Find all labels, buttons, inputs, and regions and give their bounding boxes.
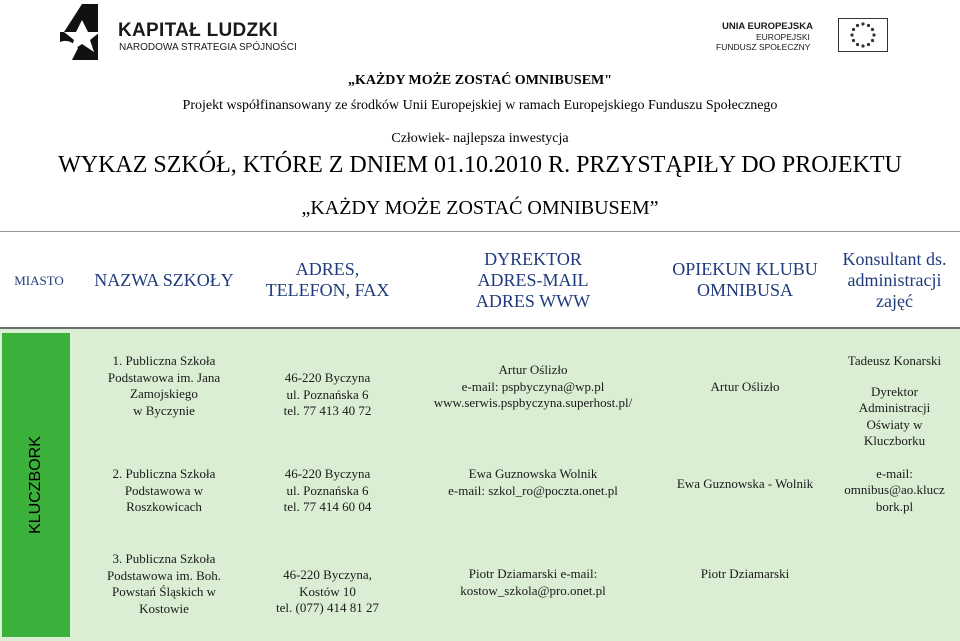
text-line: Powstań Śląskich w (112, 584, 216, 599)
eu-line-2: EUROPEJSKI (756, 32, 810, 42)
consultant-name: Tadeusz Konarski (847, 353, 942, 368)
text-line: tel. 77 414 60 04 (283, 499, 372, 514)
text-line: 46-220 Byczyna, (283, 567, 372, 582)
row3-school (78, 551, 250, 617)
row3-director (405, 566, 661, 599)
text-line: OMNIBUSA (696, 280, 793, 300)
text-line: ADRES, (295, 259, 360, 279)
text-line: Artur Oślizło (498, 362, 568, 377)
text-line: 1. Publiczna Szkoła (112, 353, 216, 368)
row3-caretaker (661, 566, 829, 583)
kapital-ludzki-title: KAPITAŁ LUDZKI (118, 20, 279, 41)
eu-line-3: FUNDUSZ SPOŁECZNY (716, 42, 811, 52)
col-header-lines (94, 270, 234, 291)
row2-director (405, 466, 661, 499)
row2-caretaker (661, 476, 829, 493)
text-line: e-mail: szkol_ro@poczta.onet.pl (448, 482, 618, 498)
text-line: www.serwis.pspbyczyna.superhost.pl/ (433, 395, 633, 410)
cofinancing-note: Projekt współfinansowany ze środków Unii Europejskiej w ramach Europejskiego Funduszu Społecznego (182, 98, 778, 113)
text-line: Podstawowa im. Boh. (106, 567, 222, 583)
text-line: Ewa Guznowska Wolnik (468, 466, 598, 481)
text-line: 46-220 Byczyna (284, 466, 371, 481)
consultant-cell (829, 353, 960, 515)
row1-address (250, 370, 405, 420)
text-line: Zamojskiego (130, 386, 198, 401)
col-header-lines (476, 249, 590, 312)
text-line: tel. (077) 414 81 27 (276, 600, 379, 615)
text-line: 3. Publiczna Szkoła (112, 551, 216, 566)
project-title: „KAŻDY MOŻE ZOSTAĆ OMNIBUSEM" (347, 73, 613, 88)
kapital-ludzki-logo (52, 2, 312, 66)
text-line: omnibus@ao.klucz (844, 482, 945, 497)
col-header-miasto (0, 232, 78, 328)
text-line: Kostów 10 (299, 583, 356, 599)
text-line: Piotr Dziamarski e-mail: (468, 566, 598, 581)
table-header (0, 231, 960, 328)
col-header-lines (672, 259, 818, 301)
project-name: „KAŻDY MOŻE ZOSTAĆ OMNIBUSEM” (301, 197, 659, 219)
text-line: e-mail: (876, 465, 913, 481)
text-line: Podstawowa w (124, 482, 204, 498)
eu-logo (716, 12, 916, 60)
city-label: KLUCZBORK (27, 436, 45, 534)
row2-school (78, 466, 250, 516)
text-line: Kluczborku (863, 433, 926, 448)
city-cell (2, 333, 70, 637)
table-body (0, 327, 960, 641)
kapital-ludzki-emblem-icon (52, 2, 102, 62)
text-line: Ewa Guznowska - Wolnik (676, 476, 814, 491)
text-line: 46-220 Byczyna (284, 370, 371, 385)
col-header-konsultant (829, 232, 960, 328)
col-header-dyrektor (405, 232, 661, 328)
text-line: 2. Publiczna Szkoła (112, 466, 216, 481)
text-line: Podstawowa im. Jana (107, 369, 221, 385)
col-header-lines (842, 249, 946, 312)
col-header-nazwa (78, 232, 250, 328)
text-line: Piotr Dziamarski (700, 566, 790, 581)
text-line: Oświaty w (866, 416, 923, 432)
text-line: Kostowie (139, 600, 189, 616)
list-title: WYKAZ SZKÓŁ, KTÓRE Z DNIEM 01.10.2010 R. PRZYSTĄPIŁY DO PROJEKTU (58, 152, 902, 178)
row1-director (405, 362, 661, 412)
text-line: zajęć (876, 290, 913, 311)
col-header-adres (250, 232, 405, 328)
col-header-lines (14, 270, 64, 291)
text-line: ul. Poznańska 6 (286, 482, 369, 498)
kapital-ludzki-subtitle: NARODOWA STRATEGIA SPÓJNOŚCI (119, 42, 297, 53)
consultant-role (829, 384, 960, 450)
row3-address (250, 567, 405, 617)
text-line: DYREKTOR (484, 248, 582, 269)
col-header-opiekun (661, 232, 829, 328)
text-line: Konsultant ds. (842, 248, 947, 269)
consultant-email (829, 466, 960, 516)
text-line: NAZWA SZKOŁY (94, 269, 234, 290)
row1-caretaker (661, 379, 829, 396)
text-line: tel. 77 413 40 72 (283, 403, 372, 418)
text-line: kostow_szkola@pro.onet.pl (460, 582, 606, 598)
text-line: administracji (847, 269, 942, 290)
text-line: bork.pl (875, 498, 914, 514)
motto: Człowiek- najlepsza inwestycja (391, 131, 569, 146)
text-line: MIASTO (14, 272, 64, 288)
text-line: Artur Oślizło (710, 379, 780, 394)
eu-line-1: UNIA EUROPEJSKA (722, 21, 813, 32)
text-line: ADRES-MAIL (477, 269, 589, 290)
text-line: TELEFON, FAX (265, 280, 390, 300)
text-line: Dyrektor (871, 383, 918, 399)
row2-address (250, 466, 405, 516)
col-header-lines (266, 259, 390, 301)
text-line: e-mail: pspbyczyna@wp.pl (461, 378, 605, 394)
text-line: ADRES WWW (475, 290, 591, 311)
text-line: ul. Poznańska 6 (286, 386, 369, 402)
row1-school (78, 353, 250, 419)
text-line: Roszkowicach (126, 499, 202, 514)
eu-flag-icon (838, 18, 888, 52)
text-line: w Byczynie (133, 402, 195, 418)
text-line: Administracji (858, 400, 931, 415)
text-line: OPIEKUN KLUBU (672, 259, 818, 279)
